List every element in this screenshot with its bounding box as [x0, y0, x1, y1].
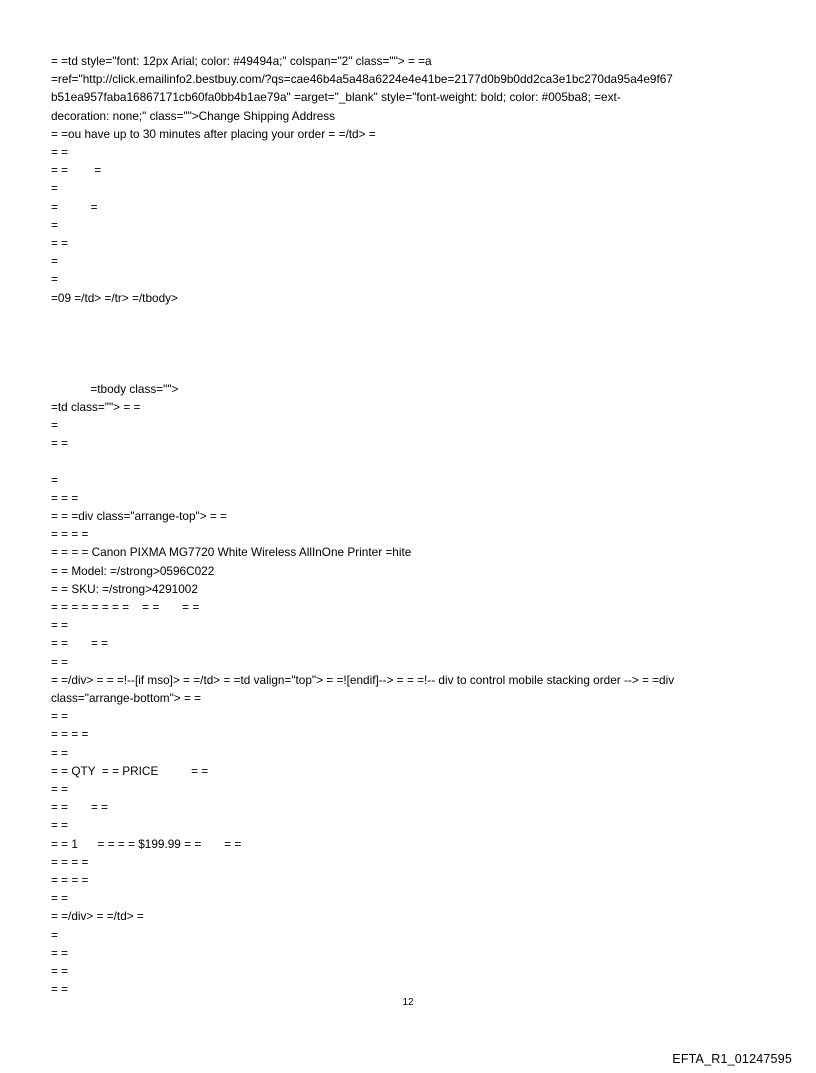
text-line: = = [51, 982, 69, 997]
text-line: = = [51, 945, 69, 960]
text-line: = =/div> = = =!--[if mso]> = =/td> = =td valign="top"> = =![endif]--> = = =!-- div to control mobile stacking order --> = =div [51, 672, 675, 687]
text-line: = = = = [51, 873, 89, 888]
text-line: = = [51, 964, 69, 979]
text-line: = [51, 272, 58, 287]
text-line [51, 307, 791, 325]
text-line [51, 325, 791, 343]
text-line: = = = [51, 490, 79, 505]
text-line: = [51, 418, 58, 432]
text-line: = = =div class="arrange-top"> = = [51, 509, 227, 523]
text-line [51, 343, 791, 361]
text-line: =09 =/td> =/tr> =/tbody> [51, 290, 178, 305]
text-line: = [51, 217, 58, 232]
text-line: = = = = [51, 727, 89, 742]
text-line: b51ea957faba16867171cb60fa0bb4b1ae79a" =arget="_blank" style="font-weight: bold; color: #005ba8; =ext- [51, 90, 621, 105]
page-number: 12 [402, 997, 414, 1008]
text-line: = = SKU: =/strong>4291002 [51, 581, 198, 596]
text-line: = = = = [51, 800, 109, 815]
text-line: = = [51, 436, 69, 451]
text-line: = = [51, 782, 69, 797]
text-line: =td class=""> = = [51, 399, 141, 414]
text-line: = = = = [51, 854, 89, 869]
text-line: = = = = Canon PIXMA MG7720 White Wireless AllInOne Printer =hite [51, 545, 412, 560]
text-line: = [51, 254, 58, 269]
text-line [51, 361, 791, 379]
text-line: =tbody class=""> [51, 381, 179, 396]
text-line: = = = = = = = = = = = = [51, 600, 200, 615]
text-line: = = [51, 745, 69, 760]
text-line: = = [51, 145, 69, 160]
text-line: = =ou have up to 30 minutes after placing your order = =/td> = [51, 126, 376, 141]
document-body [51, 52, 791, 998]
text-line: = [51, 181, 58, 196]
text-line: = = = = [51, 636, 109, 651]
text-line: = [51, 927, 58, 942]
text-line: = = QTY = = PRICE = = [51, 763, 209, 778]
text-line: = = [51, 709, 69, 724]
text-line: = = [51, 818, 69, 833]
text-line: = = [51, 891, 69, 906]
text-line: class="arrange-bottom"> = = [51, 691, 202, 706]
text-line: =ref="http://click.emailinfo2.bestbuy.com/?qs=cae46b4a5a48a6224e4e41be=2177d0b9b0dd2ca3e1bc270da95a4e9f67 [51, 72, 673, 87]
text-line: = = [51, 618, 69, 633]
text-line: = [51, 472, 58, 487]
text-line: = =/div> = =/td> = [51, 909, 144, 924]
text-line: = = Model: =/strong>0596C022 [51, 563, 215, 578]
text-line: = = = = [51, 527, 89, 542]
document-id: EFTA_R1_01247595 [672, 1052, 792, 1066]
text-line [51, 452, 791, 470]
text-line: = = [51, 236, 69, 251]
text-line: = =td style="font: 12px Arial; color: #49494a;" colspan="2" class=""> = =a [51, 54, 432, 68]
text-line: = = [51, 654, 69, 669]
text-line: decoration: none;" class="">Change Shipping Address [51, 108, 336, 123]
text-line: = = [51, 199, 98, 214]
text-line: = = 1 = = = = $199.99 = = = = [51, 836, 242, 851]
text-line: = = = [51, 163, 102, 178]
